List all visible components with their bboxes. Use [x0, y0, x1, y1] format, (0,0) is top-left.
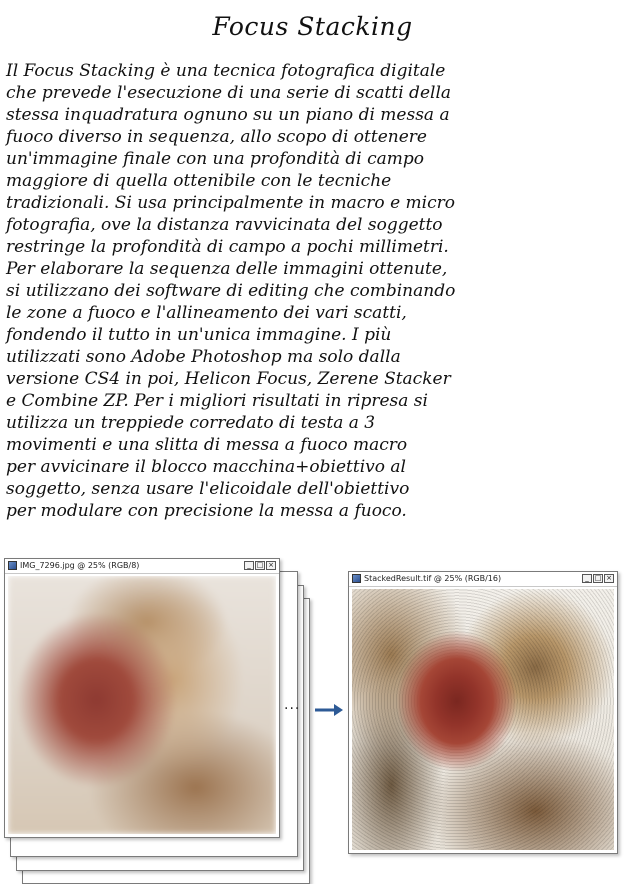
result-image-window[interactable] — [348, 571, 618, 854]
source-window-title: IMG_7296.jpg @ 25% (RGB/8) — [20, 561, 140, 570]
paragraph-line: fondendo il tutto in un'unica immagine. I più — [6, 325, 392, 345]
ellipsis-indicator: ... — [284, 697, 301, 713]
maximize-button[interactable]: □ — [594, 574, 602, 582]
close-button[interactable]: × — [604, 574, 614, 583]
photoshop-document-icon — [352, 574, 361, 583]
paragraph-line: le zone a fuoco e l'allineamento dei vari scatti, — [6, 303, 407, 323]
paragraph-line: maggiore di quella ottenibile con le tecniche — [6, 171, 392, 191]
source-image-window[interactable] — [4, 558, 280, 838]
paragraph-line: soggetto, senza usare l'elicoidale dell'obiettivo — [6, 479, 410, 499]
paragraph-line: che prevede l'esecuzione di una serie di scatti della — [6, 83, 452, 103]
photoshop-document-icon — [8, 561, 17, 570]
paragraph-line: un'immagine finale con una profondità di campo — [6, 149, 425, 169]
close-button[interactable]: × — [266, 561, 276, 570]
source-image-canvas — [8, 576, 276, 834]
paragraph-line: fuoco diverso in sequenza, allo scopo di ottenere — [6, 127, 427, 147]
paragraph-line: restringe la profondità di campo a pochi millimetri. — [6, 237, 449, 257]
paragraph-line: tradizionali. Si usa principalmente in macro e micro — [6, 193, 455, 213]
blurred-fly-photo — [8, 576, 276, 834]
focus-stacking-illustration — [0, 553, 625, 875]
paragraph-line: per modulare con precisione la messa a fuoco. — [6, 501, 407, 521]
result-window-controls — [581, 574, 614, 584]
result-window-title: StackedResult.tif @ 25% (RGB/16) — [364, 574, 502, 583]
paragraph-line: stessa inquadratura ognuno su un piano di messa a — [6, 105, 450, 125]
paragraph-line: si utilizzano dei software di editing che combinando — [6, 281, 456, 301]
paragraph-line: utilizzati sono Adobe Photoshop ma solo dalla — [6, 347, 401, 367]
description-paragraph — [6, 60, 624, 522]
paragraph-line: utilizza un treppiede corredato di testa a 3 — [6, 413, 376, 433]
result-image-canvas — [352, 589, 614, 850]
page-title: Focus Stacking — [212, 12, 413, 41]
arrow-right-icon — [314, 703, 344, 717]
paragraph-line: movimenti e una slitta di messa a fuoco macro — [6, 435, 408, 455]
paragraph-line: fotografia, ove la distanza ravvicinata del soggetto — [6, 215, 443, 235]
paragraph-line: Per elaborare la sequenza delle immagini ottenute, — [6, 259, 448, 279]
paragraph-line: versione CS4 in poi, Helicon Focus, Zerene Stacker — [6, 369, 451, 389]
source-window-controls — [243, 561, 276, 571]
minimize-button[interactable]: _ — [244, 561, 254, 570]
paragraph-line: e Combine ZP. Per i migliori risultati in ripresa si — [6, 391, 428, 411]
paragraph-line: per avvicinare il blocco macchina+obiettivo al — [6, 457, 406, 477]
source-window-titlebar[interactable] — [5, 559, 279, 574]
result-window-titlebar[interactable] — [349, 572, 617, 587]
sharp-fly-photo — [352, 589, 614, 850]
maximize-button[interactable]: □ — [256, 561, 264, 569]
minimize-button[interactable]: _ — [582, 574, 592, 583]
paragraph-line: Il Focus Stacking è una tecnica fotografica digitale — [6, 61, 446, 81]
